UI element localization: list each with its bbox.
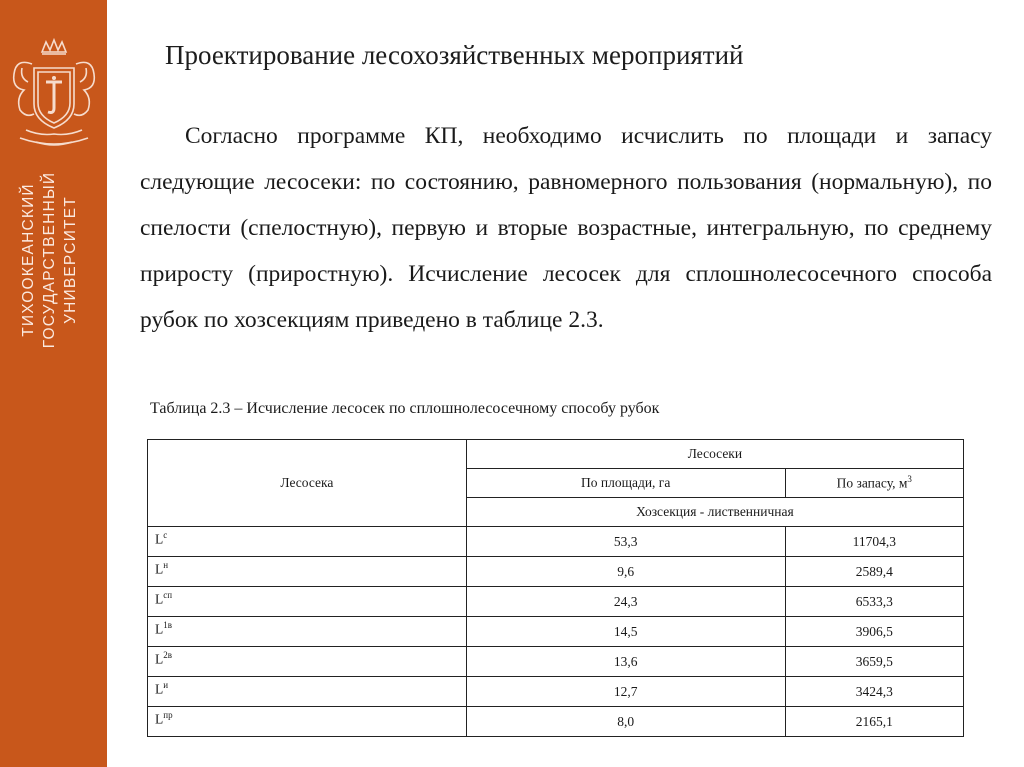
university-name-line3: УНИВЕРСИТЕТ bbox=[62, 196, 79, 324]
row-code-sup: сп bbox=[163, 590, 173, 600]
row-code-base: L bbox=[155, 651, 164, 667]
row-code bbox=[148, 707, 467, 737]
table-row bbox=[148, 677, 964, 707]
row-code bbox=[148, 647, 467, 677]
row-area: 12,7 bbox=[466, 677, 785, 707]
lesoseki-table bbox=[147, 439, 964, 737]
table-row bbox=[148, 707, 964, 737]
row-code-base: L bbox=[155, 531, 164, 547]
row-area: 13,6 bbox=[466, 647, 785, 677]
row-area: 24,3 bbox=[466, 587, 785, 617]
header-stock-text: По запасу, м bbox=[836, 475, 908, 491]
table-header-row bbox=[148, 440, 964, 469]
row-area: 8,0 bbox=[466, 707, 785, 737]
row-area: 9,6 bbox=[466, 557, 785, 587]
row-code-base: L bbox=[155, 591, 164, 607]
row-code bbox=[148, 677, 467, 707]
row-code-sup: пр bbox=[163, 710, 173, 720]
table-row bbox=[148, 647, 964, 677]
section-label: Хозсекция - лиственничная bbox=[466, 498, 963, 527]
row-code bbox=[148, 617, 467, 647]
table-caption: Таблица 2.3 – Исчисление лесосек по сплошнолесосечному способу рубок bbox=[150, 400, 660, 417]
header-stock bbox=[785, 469, 963, 498]
row-code-sup: 2в bbox=[163, 650, 172, 660]
university-name bbox=[18, 155, 81, 365]
row-code-sup: и bbox=[163, 680, 169, 690]
table-row bbox=[148, 557, 964, 587]
row-stock: 2589,4 bbox=[785, 557, 963, 587]
header-area: По площади, га bbox=[466, 469, 785, 498]
row-area: 53,3 bbox=[466, 527, 785, 557]
row-code-sup: 1в bbox=[163, 620, 172, 630]
row-stock: 3424,3 bbox=[785, 677, 963, 707]
row-stock: 11704,3 bbox=[785, 527, 963, 557]
university-name-line1: ТИХООКЕАНСКИЙ bbox=[20, 183, 37, 337]
university-name-line2: ГОСУДАРСТВЕННЫЙ bbox=[41, 171, 58, 349]
row-code bbox=[148, 557, 467, 587]
row-code-base: L bbox=[155, 621, 164, 637]
row-code bbox=[148, 587, 467, 617]
table-row bbox=[148, 587, 964, 617]
header-stock-sup: 3 bbox=[907, 474, 912, 485]
row-code-base: L bbox=[155, 711, 164, 727]
slide-title: Проектирование лесохозяйственных мероприятий bbox=[165, 40, 744, 70]
row-code-base: L bbox=[155, 561, 164, 577]
row-code-sup: с bbox=[163, 530, 168, 540]
table-row bbox=[148, 527, 964, 557]
sidebar bbox=[0, 0, 107, 767]
row-code-base: L bbox=[155, 681, 164, 697]
header-lesoseka: Лесосека bbox=[148, 440, 467, 527]
row-stock: 6533,3 bbox=[785, 587, 963, 617]
row-code bbox=[148, 527, 467, 557]
row-stock: 2165,1 bbox=[785, 707, 963, 737]
table-row bbox=[148, 617, 964, 647]
row-code-sup: н bbox=[163, 560, 169, 570]
header-group: Лесосеки bbox=[466, 440, 963, 469]
university-emblem-icon bbox=[6, 38, 102, 154]
row-stock: 3659,5 bbox=[785, 647, 963, 677]
row-stock: 3906,5 bbox=[785, 617, 963, 647]
row-area: 14,5 bbox=[466, 617, 785, 647]
body-paragraph: Согласно программе КП, необходимо исчислить по площади и запасу следующие лесосеки: по состоянию, равномерного пользования (нормальную), по спелости (спелостную), первую и вторые возрастные, интегральную, по среднему приросту (приростную). Исчисление лесосек для сплошнолесосечного способа рубок по хозсекциям приведено в таблице 2.3. bbox=[140, 123, 992, 333]
